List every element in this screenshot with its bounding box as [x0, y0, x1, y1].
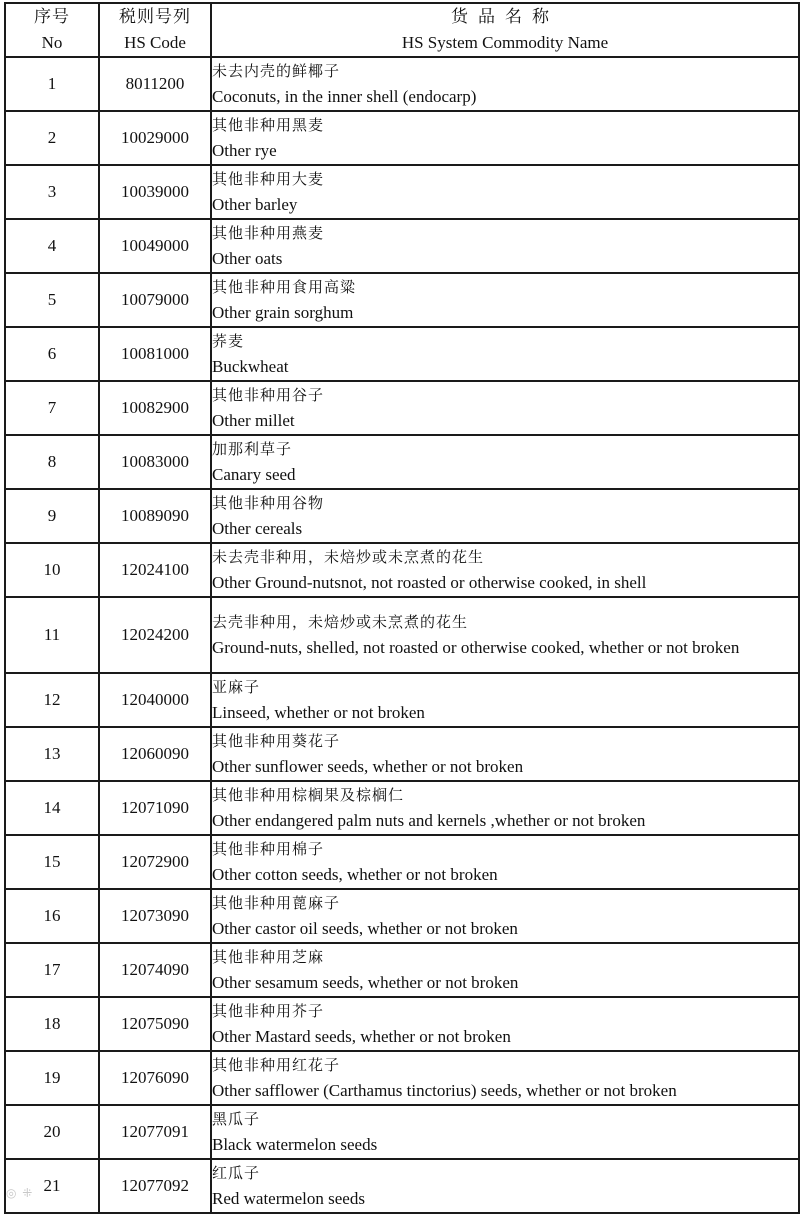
row-no: 9: [5, 489, 99, 543]
row-name-en: Canary seed: [212, 465, 296, 484]
row-name-zh: 加那利草子: [212, 440, 293, 458]
row-name-en: Linseed, whether or not broken: [212, 703, 425, 722]
row-name-en: Other barley: [212, 195, 298, 214]
row-hs-code: 10081000: [99, 327, 211, 381]
row-name: [211, 727, 799, 781]
row-hs-code: 10049000: [99, 219, 211, 273]
table-row: [5, 889, 799, 943]
table-row: [5, 781, 799, 835]
table-row: [5, 543, 799, 597]
row-name: [211, 111, 799, 165]
row-no: 2: [5, 111, 99, 165]
row-name: [211, 997, 799, 1051]
row-no: 19: [5, 1051, 99, 1105]
table-row: [5, 1051, 799, 1105]
table-row: [5, 57, 799, 111]
table-row: [5, 597, 799, 673]
row-hs-code: 12024200: [99, 597, 211, 673]
row-name: [211, 1159, 799, 1213]
table-row: [5, 219, 799, 273]
table-row: [5, 997, 799, 1051]
row-name-en: Red watermelon seeds: [212, 1189, 365, 1208]
table-row: [5, 273, 799, 327]
row-name-en: Other Ground-nutsnot, not roasted or otherwise cooked, in shell: [212, 573, 647, 592]
row-name: [211, 835, 799, 889]
table-row: [5, 943, 799, 997]
row-name-zh: 其他非种用蓖麻子: [212, 894, 341, 912]
row-hs-code: 12073090: [99, 889, 211, 943]
row-name-zh: 其他非种用芝麻: [212, 948, 325, 966]
row-name: [211, 165, 799, 219]
header-name: [211, 3, 799, 57]
row-name: [211, 1105, 799, 1159]
row-name-zh: 其他非种用谷子: [212, 386, 325, 404]
row-name: [211, 673, 799, 727]
row-name-en: Other grain sorghum: [212, 303, 354, 322]
row-name-en: Other sunflower seeds, whether or not broken: [212, 757, 524, 776]
row-hs-code: 8011200: [99, 57, 211, 111]
table-row: [5, 435, 799, 489]
table-row: [5, 673, 799, 727]
table-row: [5, 381, 799, 435]
row-no: 1: [5, 57, 99, 111]
row-name-zh: 荞麦: [212, 332, 245, 350]
table-row: [5, 489, 799, 543]
row-hs-code: 12075090: [99, 997, 211, 1051]
row-name-en: Other cereals: [212, 519, 303, 538]
row-name-en: Other rye: [212, 141, 277, 160]
table-row: [5, 1159, 799, 1213]
row-no: 11: [5, 597, 99, 673]
table-row: [5, 727, 799, 781]
row-hs-code: 12077092: [99, 1159, 211, 1213]
row-hs-code: 12071090: [99, 781, 211, 835]
row-name-zh: 其他非种用食用高粱: [212, 278, 357, 296]
header-row: [5, 3, 799, 57]
row-name-en: Other safflower (Carthamus tinctorius) seeds, whether or not broken: [212, 1081, 677, 1100]
row-name-zh: 其他非种用大麦: [212, 170, 325, 188]
row-name: [211, 273, 799, 327]
row-hs-code: 12076090: [99, 1051, 211, 1105]
table-row: [5, 835, 799, 889]
row-no: 17: [5, 943, 99, 997]
row-no: 13: [5, 727, 99, 781]
row-no: 18: [5, 997, 99, 1051]
header-code-zh: 税则号列: [119, 7, 191, 26]
table-row: [5, 327, 799, 381]
row-no: 6: [5, 327, 99, 381]
row-name-zh: 红瓜子: [212, 1164, 261, 1182]
row-name-zh: 亚麻子: [212, 678, 261, 696]
row-name-zh: 黑瓜子: [212, 1110, 261, 1128]
row-no: 14: [5, 781, 99, 835]
row-hs-code: 12060090: [99, 727, 211, 781]
row-name-zh: 其他非种用黑麦: [212, 116, 325, 134]
row-name-en: Other endangered palm nuts and kernels ,whether or not broken: [212, 811, 646, 830]
row-name-en: Coconuts, in the inner shell (endocarp): [212, 87, 477, 106]
row-name-zh: 未去内壳的鲜椰子: [212, 62, 341, 80]
table-row: [5, 1105, 799, 1159]
row-no: 8: [5, 435, 99, 489]
row-no: 16: [5, 889, 99, 943]
row-no: 10: [5, 543, 99, 597]
row-no: 7: [5, 381, 99, 435]
row-name: [211, 781, 799, 835]
row-name: [211, 57, 799, 111]
row-hs-code: 12072900: [99, 835, 211, 889]
row-hs-code: 10083000: [99, 435, 211, 489]
row-no: 21: [5, 1159, 99, 1213]
row-name-en: Black watermelon seeds: [212, 1135, 378, 1154]
row-no: 4: [5, 219, 99, 273]
row-hs-code: 10089090: [99, 489, 211, 543]
row-hs-code: 12074090: [99, 943, 211, 997]
row-name: [211, 943, 799, 997]
header-no-en: No: [41, 33, 63, 52]
row-name-en: Other oats: [212, 249, 283, 268]
row-name-en: Other castor oil seeds, whether or not broken: [212, 919, 518, 938]
row-hs-code: 10039000: [99, 165, 211, 219]
row-name-en: Other sesamum seeds, whether or not broken: [212, 973, 519, 992]
row-name-en: Other cotton seeds, whether or not broken: [212, 865, 498, 884]
row-name-zh: 去壳非种用，未焙炒或未烹煮的花生: [212, 613, 469, 631]
watermark-logo: ◎ ⁜: [6, 1186, 34, 1200]
row-name: [211, 381, 799, 435]
row-name-zh: 未去壳非种用，未焙炒或未烹煮的花生: [212, 548, 485, 566]
row-name: [211, 435, 799, 489]
row-name-zh: 其他非种用棕榈果及棕榈仁: [212, 786, 405, 804]
row-hs-code: 12077091: [99, 1105, 211, 1159]
row-name: [211, 1051, 799, 1105]
row-no: 5: [5, 273, 99, 327]
row-name: [211, 597, 799, 673]
header-no: [5, 3, 99, 57]
header-code-en: HS Code: [124, 33, 186, 52]
row-no: 20: [5, 1105, 99, 1159]
row-name-zh: 其他非种用葵花子: [212, 732, 341, 750]
row-no: 15: [5, 835, 99, 889]
row-name-en: Buckwheat: [212, 357, 289, 376]
row-hs-code: 12024100: [99, 543, 211, 597]
table-row: [5, 165, 799, 219]
row-no: 3: [5, 165, 99, 219]
row-name-en: Ground-nuts, shelled, not roasted or otherwise cooked, whether or not broken: [212, 638, 740, 657]
commodity-table: [4, 2, 800, 1214]
row-hs-code: 10082900: [99, 381, 211, 435]
row-name-zh: 其他非种用谷物: [212, 494, 325, 512]
row-name: [211, 219, 799, 273]
row-name-en: Other Mastard seeds, whether or not broken: [212, 1027, 511, 1046]
row-hs-code: 12040000: [99, 673, 211, 727]
header-no-zh: 序号: [34, 7, 70, 26]
row-name-zh: 其他非种用棉子: [212, 840, 325, 858]
row-name-en: Other millet: [212, 411, 295, 430]
row-name: [211, 489, 799, 543]
row-no: 12: [5, 673, 99, 727]
row-name: [211, 543, 799, 597]
row-name: [211, 889, 799, 943]
header-name-en: HS System Commodity Name: [401, 33, 609, 52]
row-name-zh: 其他非种用芥子: [212, 1002, 325, 1020]
row-name: [211, 327, 799, 381]
row-hs-code: 10079000: [99, 273, 211, 327]
header-code: [99, 3, 211, 57]
header-name-zh: 货品名称: [451, 7, 559, 26]
row-name-zh: 其他非种用红花子: [212, 1056, 341, 1074]
row-hs-code: 10029000: [99, 111, 211, 165]
table-row: [5, 111, 799, 165]
row-name-zh: 其他非种用燕麦: [212, 224, 325, 242]
